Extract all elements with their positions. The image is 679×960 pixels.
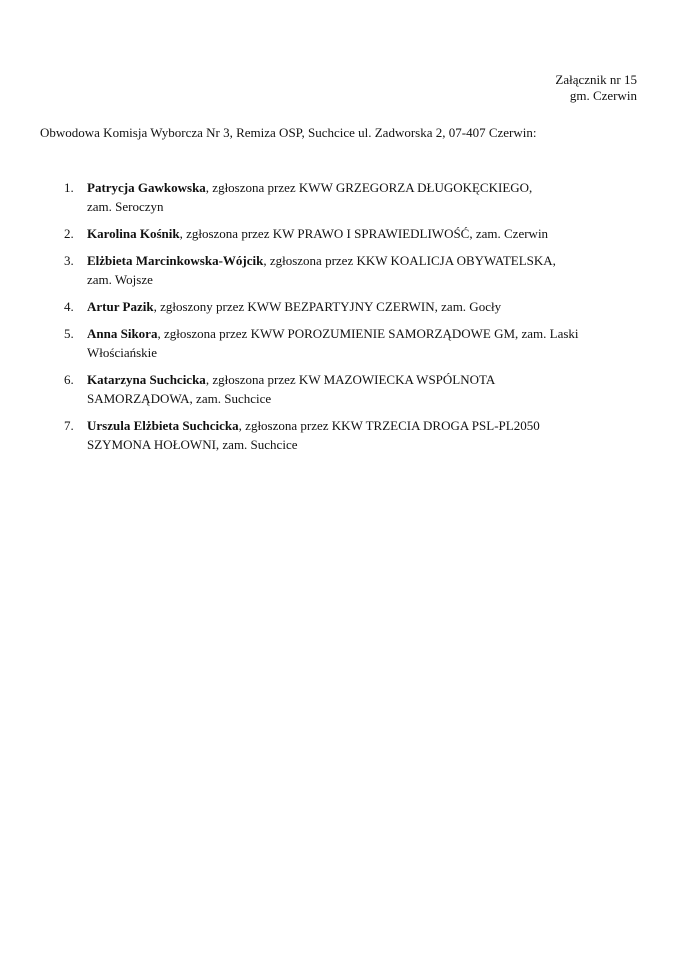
member-name: Anna Sikora [87,326,158,341]
member-details: , zgłoszona przez KWW GRZEGORZA DŁUGOKĘCKIEGO, [205,180,533,195]
member-details-continued: Włościańskie [87,345,158,360]
member-list [60,178,630,462]
list-item-number: 3. [64,253,74,268]
list-item-number: 4. [64,299,74,314]
list-item [60,370,630,408]
member-details: , zgłoszona przez KW MAZOWIECKA WSPÓLNOTA [205,372,496,387]
member-details-continued: SZYMONA HOŁOWNI, zam. Suchcice [87,437,298,452]
list-item [60,224,630,243]
list-item-number: 1. [64,180,74,195]
member-name: Karolina Kośnik [87,226,180,241]
member-details: , zgłoszona przez KW PRAWO I SPRAWIEDLIWOŚĆ, zam. Czerwin [179,226,549,241]
member-details: , zgłoszona przez KKW TRZECIA DROGA PSL-PL2050 [238,418,540,433]
member-name: Patrycja Gawkowska [87,180,206,195]
member-details-continued: SAMORZĄDOWA, zam. Suchcice [87,391,272,406]
member-details: , zgłoszona przez KKW KOALICJA OBYWATELSKA, [263,253,556,268]
list-item-number: 2. [64,226,74,241]
member-name: Artur Pazik [87,299,154,314]
attachment-header [555,72,637,104]
list-item [60,324,630,362]
member-name: Urszula Elżbieta Suchcicka [87,418,239,433]
member-details-continued: zam. Seroczyn [87,199,164,214]
list-item [60,178,630,216]
municipality-label: gm. Czerwin [569,88,637,103]
list-item-number: 6. [64,372,74,387]
list-item [60,297,630,316]
commission-title: Obwodowa Komisja Wyborcza Nr 3, Remiza OSP, Suchcice ul. Zadworska 2, 07-407 Czerwin: [40,125,537,140]
member-details: , zgłoszona przez KWW POROZUMIENIE SAMORZĄDOWE GM, zam. Laski [157,326,579,341]
member-name: Katarzyna Suchcicka [87,372,206,387]
member-name: Elżbieta Marcinkowska-Wójcik [87,253,264,268]
list-item-number: 7. [64,418,74,433]
list-item [60,251,630,289]
attachment-label: Załącznik nr 15 [555,72,637,87]
member-details: , zgłoszony przez KWW BEZPARTYJNY CZERWIN, zam. Gocły [153,299,502,314]
member-details-continued: zam. Wojsze [87,272,153,287]
list-item [60,416,630,454]
list-item-number: 5. [64,326,74,341]
